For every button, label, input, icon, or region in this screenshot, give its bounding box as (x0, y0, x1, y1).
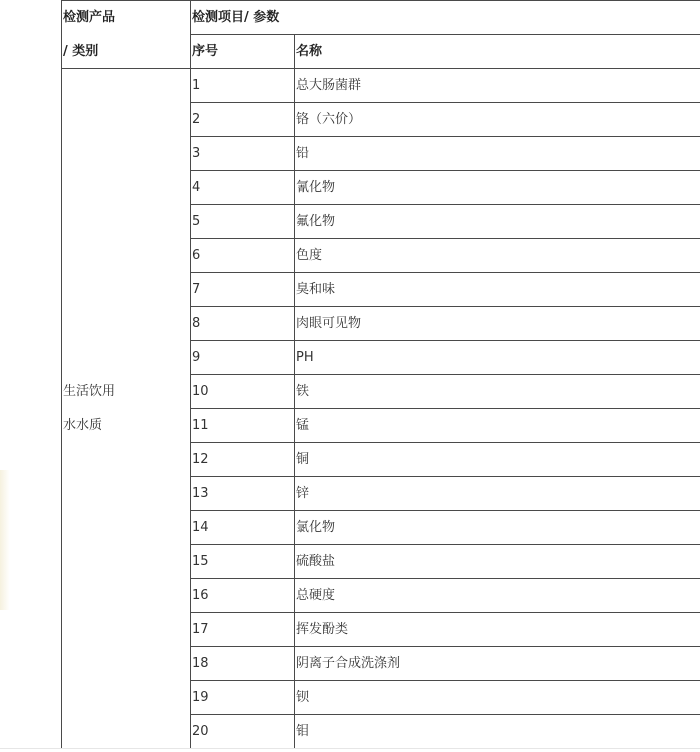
row-seq: 18 (191, 647, 295, 681)
row-seq: 15 (191, 545, 295, 579)
row-name: 挥发酚类 (295, 613, 700, 647)
item-params-header: 检测项目/ 参数 (191, 1, 700, 35)
row-seq: 13 (191, 477, 295, 511)
row-name: PH (295, 341, 700, 375)
row-name: 臭和味 (295, 273, 700, 307)
row-seq: 11 (191, 409, 295, 443)
product-header-line1: 检测产品 (63, 10, 116, 25)
row-name: 色度 (295, 239, 700, 273)
name-header: 名称 (295, 35, 700, 69)
row-seq: 19 (191, 681, 295, 715)
row-name: 铁 (295, 375, 700, 409)
category-cell (62, 69, 191, 749)
row-name: 铅 (295, 137, 700, 171)
row-seq: 12 (191, 443, 295, 477)
row-seq: 2 (191, 103, 295, 137)
row-seq: 1 (191, 69, 295, 103)
row-name: 氟化物 (295, 205, 700, 239)
row-name: 氯化物 (295, 511, 700, 545)
row-seq: 3 (191, 137, 295, 171)
row-seq: 16 (191, 579, 295, 613)
row-name: 铬（六价） (295, 103, 700, 137)
test-items-table (61, 0, 700, 749)
row-name: 锰 (295, 409, 700, 443)
row-name: 钡 (295, 681, 700, 715)
page-bottom-divider (0, 748, 700, 749)
row-seq: 17 (191, 613, 295, 647)
row-seq: 8 (191, 307, 295, 341)
row-seq: 7 (191, 273, 295, 307)
product-category-header (62, 1, 191, 69)
table-row (62, 69, 700, 103)
row-name: 总硬度 (295, 579, 700, 613)
row-name: 肉眼可见物 (295, 307, 700, 341)
category-line2: 水水质 (63, 417, 103, 433)
row-name: 钼 (295, 715, 700, 749)
row-name: 铜 (295, 443, 700, 477)
row-name: 总大肠菌群 (295, 69, 700, 103)
seq-header: 序号 (191, 35, 295, 69)
row-seq: 5 (191, 205, 295, 239)
row-name: 硫酸盐 (295, 545, 700, 579)
row-seq: 4 (191, 171, 295, 205)
row-name: 锌 (295, 477, 700, 511)
row-name: 氰化物 (295, 171, 700, 205)
row-seq: 6 (191, 239, 295, 273)
row-seq: 20 (191, 715, 295, 749)
row-seq: 14 (191, 511, 295, 545)
category-line1: 生活饮用 (63, 383, 116, 399)
row-seq: 10 (191, 375, 295, 409)
left-edge-decoration (0, 470, 10, 610)
row-seq: 9 (191, 341, 295, 375)
row-name: 阴离子合成洗涤剂 (295, 647, 700, 681)
header-row-1 (62, 1, 700, 35)
product-header-line2: / 类别 (63, 44, 99, 59)
